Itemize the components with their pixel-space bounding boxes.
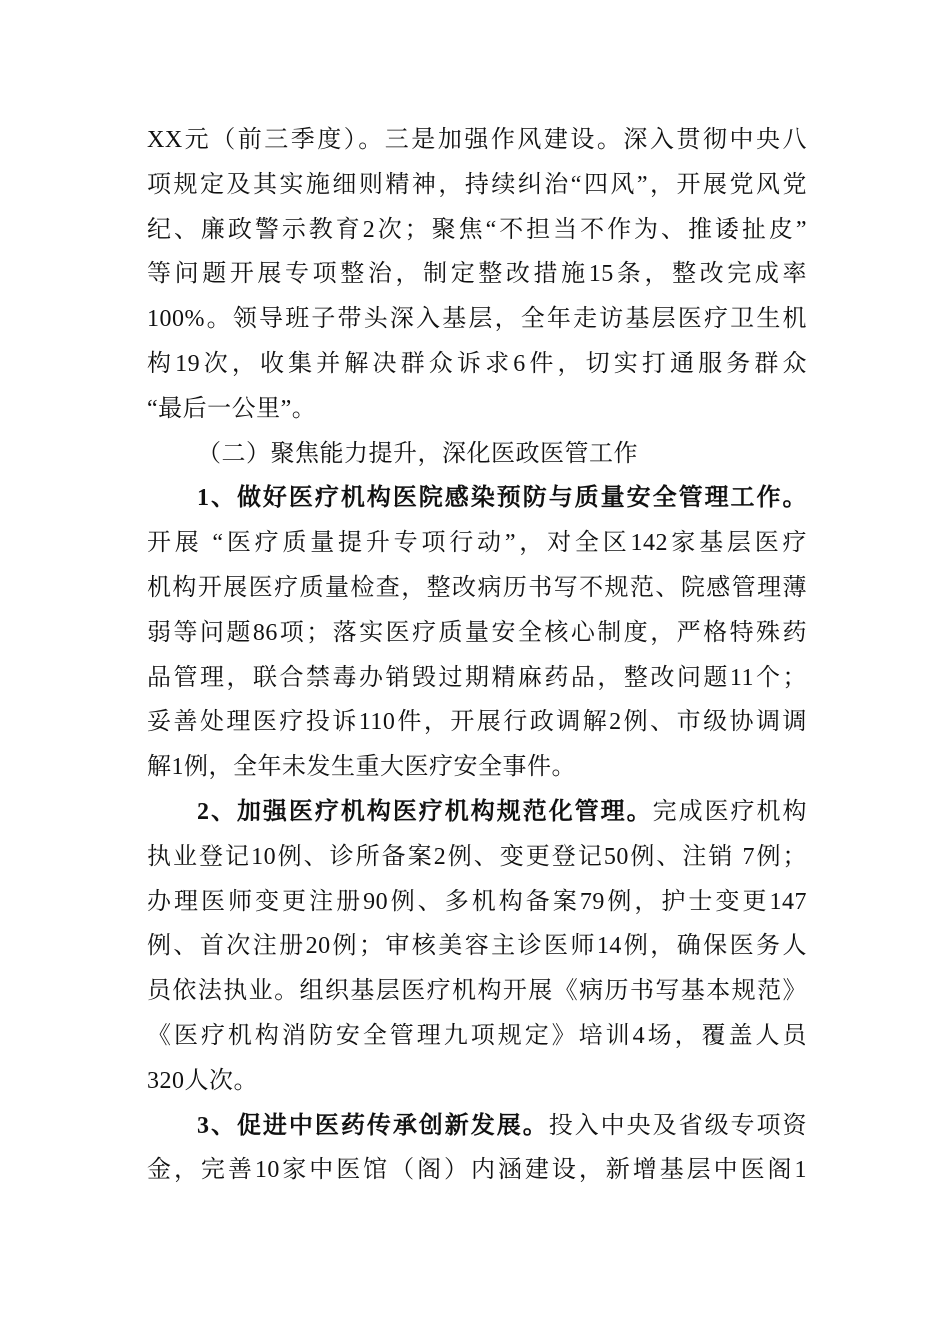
text-line <box>147 208 807 253</box>
bold-subheading: 2、加强医疗机构医疗机构规范化管理。 <box>197 798 653 825</box>
text-line <box>147 1148 807 1193</box>
line-text: XX元（前三季度）。三是加强作风建设。深入贯彻中央八 <box>147 127 807 153</box>
text-line <box>147 1059 807 1104</box>
text-line <box>147 252 807 297</box>
line-text: 构19次，收集并解决群众诉求6件，切实打通服务群众 <box>147 350 807 377</box>
line-text: 开展 “医疗质量提升专项行动”，对全区142家基层医疗 <box>147 530 807 557</box>
text-line <box>147 566 807 611</box>
text-line <box>147 611 807 656</box>
line-text: 机构开展医疗质量检查，整改病历书写不规范、院感管理薄 <box>147 574 807 601</box>
text-line <box>147 924 807 969</box>
line-text: 《医疗机构消防安全管理九项规定》培训4场，覆盖人员 <box>147 1022 807 1049</box>
line-text: 品管理，联合禁毒办销毁过期精麻药品，整改问题11个； <box>147 664 807 691</box>
text-line <box>147 118 807 163</box>
line-text: 金，完善10家中医馆（阁）内涵建设，新增基层中医阁1 <box>147 1157 807 1184</box>
line-text: 320人次。 <box>147 1067 258 1094</box>
text-line <box>147 342 807 387</box>
text-line <box>147 835 807 880</box>
text-line <box>147 700 807 745</box>
line-text: （二）聚焦能力提升，深化医政医管工作 <box>197 440 638 467</box>
line-text: 项规定及其实施细则精神，持续纠治“四风”，开展党风党 <box>147 171 807 198</box>
text-line <box>147 1104 807 1149</box>
line-text: 等问题开展专项整治，制定整改措施15条，整改完成率 <box>147 261 807 288</box>
line-text: “最后一公里”。 <box>147 395 317 422</box>
line-text: 弱等问题86项；落实医疗质量安全核心制度，严格特殊药 <box>147 619 807 646</box>
line-text: 例、首次注册20例；审核美容主诊医师14例，确保医务人 <box>147 933 807 960</box>
text-line <box>147 969 807 1014</box>
line-text: 完成医疗机构 <box>652 798 808 825</box>
section-heading <box>147 432 807 477</box>
bold-subheading: 1、做好医疗机构医院感染预防与质量安全管理工作。 <box>197 485 807 512</box>
line-text: 投入中央及省级专项资 <box>548 1112 808 1139</box>
line-text: 妥善处理医疗投诉110件，开展行政调解2例、市级协调调 <box>147 709 807 736</box>
line-text: 纪、廉政警示教育2次；聚焦“不担当不作为、推诿扯皮” <box>147 216 807 243</box>
line-text: 办理医师变更注册90例、多机构备案79例，护士变更147 <box>147 888 807 915</box>
line-text: 100%。领导班子带头深入基层，全年走访基层医疗卫生机 <box>147 306 807 333</box>
text-line <box>147 297 807 342</box>
line-text: 执业登记10例、诊所备案2例、变更登记50例、注销 7例； <box>147 843 807 870</box>
line-text: 员依法执业。组织基层医疗机构开展《病历书写基本规范》 <box>147 978 807 1005</box>
text-line <box>147 656 807 701</box>
text-line <box>147 476 807 521</box>
line-text: 解1例，全年未发生重大医疗安全事件。 <box>147 754 576 781</box>
text-line <box>147 163 807 208</box>
text-line <box>147 521 807 566</box>
text-line <box>147 387 807 432</box>
document-body <box>147 118 807 1193</box>
text-line <box>147 790 807 835</box>
text-line <box>147 745 807 790</box>
bold-subheading: 3、促进中医药传承创新发展。 <box>197 1112 549 1139</box>
text-line <box>147 1014 807 1059</box>
text-line <box>147 880 807 925</box>
